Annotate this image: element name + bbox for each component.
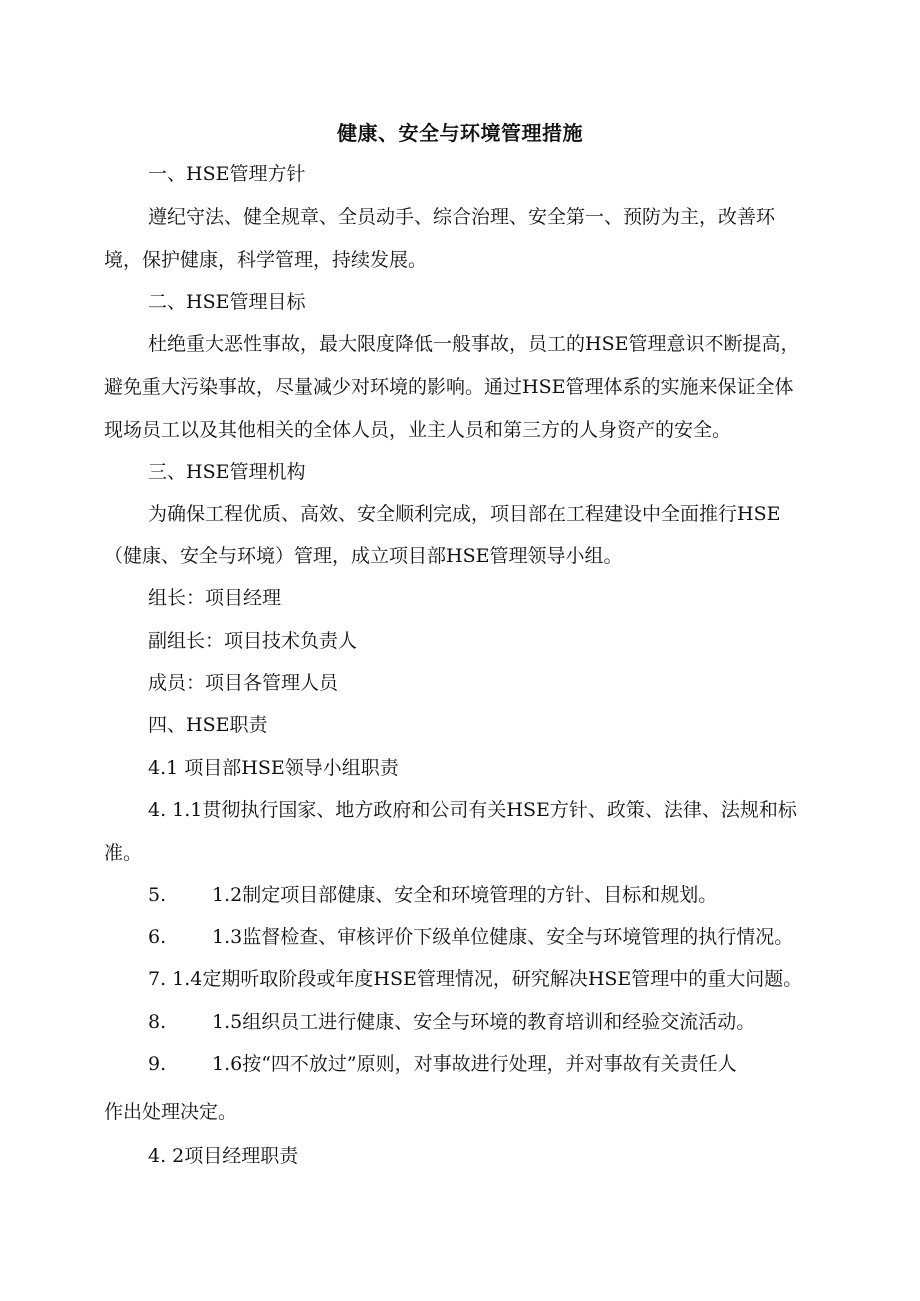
- paragraph-line: 准。: [104, 842, 143, 864]
- paragraph-line: （健康、安全与环境）管理，成立项目部HSE管理领导小组。: [104, 545, 623, 567]
- list-number: 9.: [148, 1053, 167, 1075]
- document-title: 健康、安全与环境管理措施: [337, 121, 583, 145]
- paragraph-line: 杜绝重大恶性事故，最大限度降低一般事故，员工的HSE管理意识不断提高，: [148, 333, 800, 355]
- paragraph-line: 境，保护健康，科学管理，持续发展。: [104, 249, 428, 271]
- paragraph-line: 现场员工以及其他相关的全体人员，业主人员和第三方的人身资产的安全。: [104, 419, 732, 441]
- paragraph-line: 副组长：项目技术负责人: [148, 630, 358, 652]
- section-heading-policy: 一、HSE管理方针: [148, 163, 306, 185]
- list-item: 1.5组织员工进行健康、安全与环境的教育培训和经验交流活动。: [212, 1011, 756, 1033]
- subsection-heading: 4.1 项目部HSE领导小组职责: [148, 757, 399, 779]
- paragraph-line: 遵纪守法、健全规章、全员动手、综合治理、安全第一、预防为主，改善环: [148, 206, 776, 228]
- subsection-heading: 4. 2项目经理职责: [148, 1145, 299, 1167]
- section-heading-organization: 三、HSE管理机构: [148, 461, 306, 483]
- list-item: 1.6按“四不放过”原则，对事故进行处理，并对事故有关责任人: [212, 1053, 737, 1075]
- paragraph-line: 为确保工程优质、高效、安全顺利完成，项目部在工程建设中全面推行HSE: [148, 503, 781, 525]
- paragraph-line: 组长：项目经理: [148, 587, 282, 609]
- section-heading-duties: 四、HSE职责: [148, 714, 268, 736]
- list-item: 1.2制定项目部健康、安全和环境管理的方针、目标和规划。: [212, 884, 718, 906]
- list-item: 7. 1.4定期听取阶段或年度HSE管理情况，研究解决HSE管理中的重大问题。: [148, 968, 803, 990]
- list-item: 1.3监督检查、审核评价下级单位健康、安全与环境管理的执行情况。: [212, 926, 794, 948]
- paragraph-line: 避免重大污染事故，尽量减少对环境的影响。通过HSE管理体系的实施来保证全体: [104, 376, 794, 398]
- paragraph-line: 4. 1.1贯彻执行国家、地方政府和公司有关HSE方针、政策、法律、法规和标: [148, 799, 797, 821]
- section-heading-goals: 二、HSE管理目标: [148, 291, 306, 313]
- list-number: 8.: [148, 1011, 167, 1033]
- list-number: 6.: [148, 926, 167, 948]
- paragraph-line: 成员：项目各管理人员: [148, 672, 339, 694]
- paragraph-line: 作出处理决定。: [104, 1101, 238, 1123]
- list-number: 5.: [148, 884, 167, 906]
